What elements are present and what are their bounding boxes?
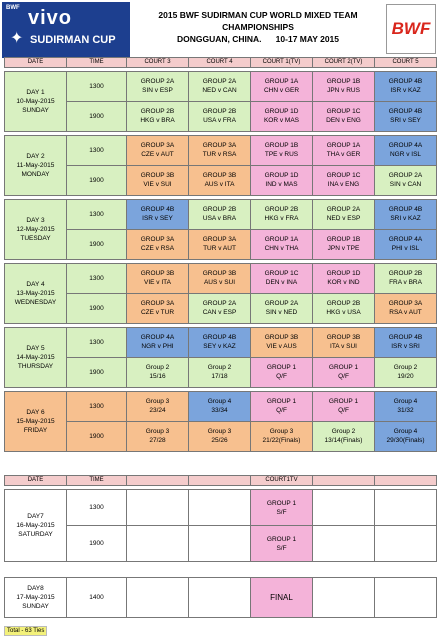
match-cell: GROUP 1 S/F: [251, 526, 313, 562]
semifinal-table: [4, 475, 437, 562]
match-cell: [189, 490, 251, 526]
time-cell: 1300: [67, 490, 127, 526]
match-cell: GROUP 2A NED v CAN: [189, 71, 251, 101]
sudirman-cup-logo: [2, 2, 130, 58]
day-cell: DAY 3 12-May-2015 TUESDAY: [5, 199, 67, 259]
match-cell: GROUP 3B VIE v SUI: [127, 165, 189, 195]
column-header: COURT 4: [189, 57, 251, 67]
title-line-3: DONGGUAN, CHINA. 10-17 MAY 2015: [176, 34, 340, 44]
match-cell: [127, 578, 189, 618]
time-cell: 1900: [67, 293, 127, 323]
time-cell: 1900: [67, 357, 127, 387]
bwf-logo-text: BWF: [391, 19, 431, 38]
match-cell: Group 2 17/18: [189, 357, 251, 387]
title-line-1: 2015 BWF SUDIRMAN CUP WORLD MIXED TEAM: [158, 10, 358, 20]
match-cell: [127, 526, 189, 562]
match-cell: GROUP 4B ISR v SRI: [375, 327, 437, 357]
time-cell: 1900: [67, 229, 127, 259]
table-row: [5, 357, 437, 387]
day-cell: DAY 1 10-May-2015 SUNDAY: [5, 71, 67, 131]
match-cell: GROUP 2B HKG v USA: [313, 293, 375, 323]
day-cell: DAY 4 13-May-2015 WEDNESDAY: [5, 263, 67, 323]
match-cell: [313, 490, 375, 526]
match-cell: GROUP 2A SIN v ESP: [127, 71, 189, 101]
table-row: [5, 229, 437, 259]
match-cell: [375, 490, 437, 526]
bwf-logo: [386, 4, 436, 54]
match-cell: GROUP 1C INA v ENG: [313, 165, 375, 195]
match-cell: GROUP 1 Q/F: [313, 391, 375, 421]
match-cell: Group 3 27/28: [127, 421, 189, 451]
match-cell: [375, 578, 437, 618]
match-cell: GROUP 2B USA v BRA: [189, 199, 251, 229]
time-cell: 1300: [67, 71, 127, 101]
column-header: TIME: [67, 57, 127, 67]
match-cell: Group 4 29/30(Finals): [375, 421, 437, 451]
match-cell: GROUP 4B ISR v KAZ: [375, 71, 437, 101]
time-cell: 1300: [67, 327, 127, 357]
match-cell: GROUP 2B FRA v BRA: [375, 263, 437, 293]
header: [0, 0, 440, 60]
logo-vivo-text: vivo: [28, 7, 73, 29]
column-header: COURT1TV: [251, 476, 313, 486]
match-cell: GROUP 1D KOR v MAS: [251, 101, 313, 131]
table-row: [5, 490, 437, 526]
title-line-2: CHAMPIONSHIPS: [222, 22, 294, 32]
day-cell: DAY 2 11-May-2015 MONDAY: [5, 135, 67, 195]
match-cell: GROUP 3A CZE v AUT: [127, 135, 189, 165]
match-cell: GROUP 4B SRI v SEY: [375, 101, 437, 131]
match-cell: GROUP 1 Q/F: [251, 357, 313, 387]
time-cell: 1900: [67, 526, 127, 562]
match-cell: GROUP 1D IND v MAS: [251, 165, 313, 195]
match-cell: GROUP 1 Q/F: [251, 391, 313, 421]
match-cell: GROUP 2A SIN v CAN: [375, 165, 437, 195]
match-cell: [313, 578, 375, 618]
table-row: [5, 101, 437, 131]
match-cell: [375, 526, 437, 562]
table-row: [5, 293, 437, 323]
column-header: COURT 2(TV): [313, 57, 375, 67]
match-cell: GROUP 1 S/F: [251, 490, 313, 526]
column-header: COURT 3: [127, 57, 189, 67]
match-cell: GROUP 1 Q/F: [313, 357, 375, 387]
table-row: [5, 165, 437, 195]
match-cell: GROUP 3A RSA v AUT: [375, 293, 437, 323]
match-cell: [189, 526, 251, 562]
time-cell: 1300: [67, 391, 127, 421]
table-row: [5, 199, 437, 229]
match-cell: GROUP 2B HKG v BRA: [127, 101, 189, 131]
match-cell: GROUP 1B JPN v RUS: [313, 71, 375, 101]
match-cell: GROUP 4B SRI v KAZ: [375, 199, 437, 229]
page-title: [130, 0, 386, 60]
day-cell: DAY7 16-May-2015 SATURDAY: [5, 490, 67, 562]
match-cell: [313, 526, 375, 562]
time-cell: 1300: [67, 199, 127, 229]
day-cell: DAY 6 15-May-2015 FRIDAY: [5, 391, 67, 451]
column-header: [375, 476, 437, 486]
column-header: DATE: [5, 57, 67, 67]
match-cell: GROUP 1A CHN v THA: [251, 229, 313, 259]
table-row: [5, 71, 437, 101]
match-cell: Group 3 23/24: [127, 391, 189, 421]
table-row: [5, 391, 437, 421]
column-header: [189, 476, 251, 486]
match-cell: GROUP 4A NGR v ISL: [375, 135, 437, 165]
table-row: [5, 421, 437, 451]
match-cell: Group 4 31/32: [375, 391, 437, 421]
table-row: [5, 526, 437, 562]
match-cell: GROUP 1D KOR v IND: [313, 263, 375, 293]
table-row: [5, 135, 437, 165]
match-cell: GROUP 1C DEN v INA: [251, 263, 313, 293]
match-cell: GROUP 2A SIN v NED: [251, 293, 313, 323]
match-cell: [189, 578, 251, 618]
match-cell: Group 2 13/14(Finals): [313, 421, 375, 451]
column-header: DATE: [5, 476, 67, 486]
match-cell: GROUP 4B SEY v KAZ: [189, 327, 251, 357]
match-cell: GROUP 3B AUS v SUI: [189, 263, 251, 293]
column-header: TIME: [67, 476, 127, 486]
match-cell: GROUP 3A CZE v RSA: [127, 229, 189, 259]
match-cell: Group 2 15/16: [127, 357, 189, 387]
column-header: [313, 476, 375, 486]
shuttlecock-icon: ✦: [10, 30, 24, 47]
match-cell: GROUP 2A NED v ESP: [313, 199, 375, 229]
match-cell: GROUP 4A PHI v ISL: [375, 229, 437, 259]
day-cell: DAY8 17-May-2015 SUNDAY: [5, 578, 67, 618]
match-cell: Group 3 21/22(Finals): [251, 421, 313, 451]
final-row: [5, 578, 437, 618]
match-cell: GROUP 1B JPN v TPE: [313, 229, 375, 259]
match-cell: GROUP 2B USA v FRA: [189, 101, 251, 131]
match-cell: GROUP 4A NGR v PHI: [127, 327, 189, 357]
time-cell: 1400: [67, 578, 127, 618]
match-cell: GROUP 3B VIE v AUS: [251, 327, 313, 357]
match-cell: GROUP 3B VIE v ITA: [127, 263, 189, 293]
match-cell: GROUP 1B TPE v RUS: [251, 135, 313, 165]
logo-bwf-text: BWF: [6, 5, 20, 11]
column-header: COURT 1(TV): [251, 57, 313, 67]
match-cell: GROUP 3A TUR v AUT: [189, 229, 251, 259]
time-cell: 1300: [67, 135, 127, 165]
match-cell: Group 2 19/20: [375, 357, 437, 387]
time-cell: 1900: [67, 165, 127, 195]
time-cell: 1900: [67, 101, 127, 131]
match-cell: Group 3 25/26: [189, 421, 251, 451]
schedule-table: [4, 56, 437, 452]
match-cell: [127, 490, 189, 526]
match-cell: Group 4 33/34: [189, 391, 251, 421]
logo-cup-text: SUDIRMAN CUP: [30, 34, 116, 46]
match-cell: GROUP 3A CZE v TUR: [127, 293, 189, 323]
match-cell: GROUP 3A TUR v RSA: [189, 135, 251, 165]
match-cell: GROUP 3B AUS v ITA: [189, 165, 251, 195]
day-cell: DAY 5 14-May-2015 THURSDAY: [5, 327, 67, 387]
match-cell: GROUP 1A THA v GER: [313, 135, 375, 165]
final-cell: FINAL: [251, 578, 313, 618]
table-row: [5, 263, 437, 293]
column-header: COURT 5: [375, 57, 437, 67]
total-ties-label: Total - 63 Ties: [4, 626, 47, 636]
table-row: [5, 327, 437, 357]
match-cell: GROUP 1C DEN v ENG: [313, 101, 375, 131]
match-cell: GROUP 3B ITA v SUI: [313, 327, 375, 357]
match-cell: GROUP 4B ISR v SEY: [127, 199, 189, 229]
time-cell: 1300: [67, 263, 127, 293]
column-header: [127, 476, 189, 486]
time-cell: 1900: [67, 421, 127, 451]
match-cell: GROUP 2B HKG v FRA: [251, 199, 313, 229]
match-cell: GROUP 1A CHN v GER: [251, 71, 313, 101]
match-cell: GROUP 2A CAN v ESP: [189, 293, 251, 323]
final-table: [4, 577, 437, 618]
